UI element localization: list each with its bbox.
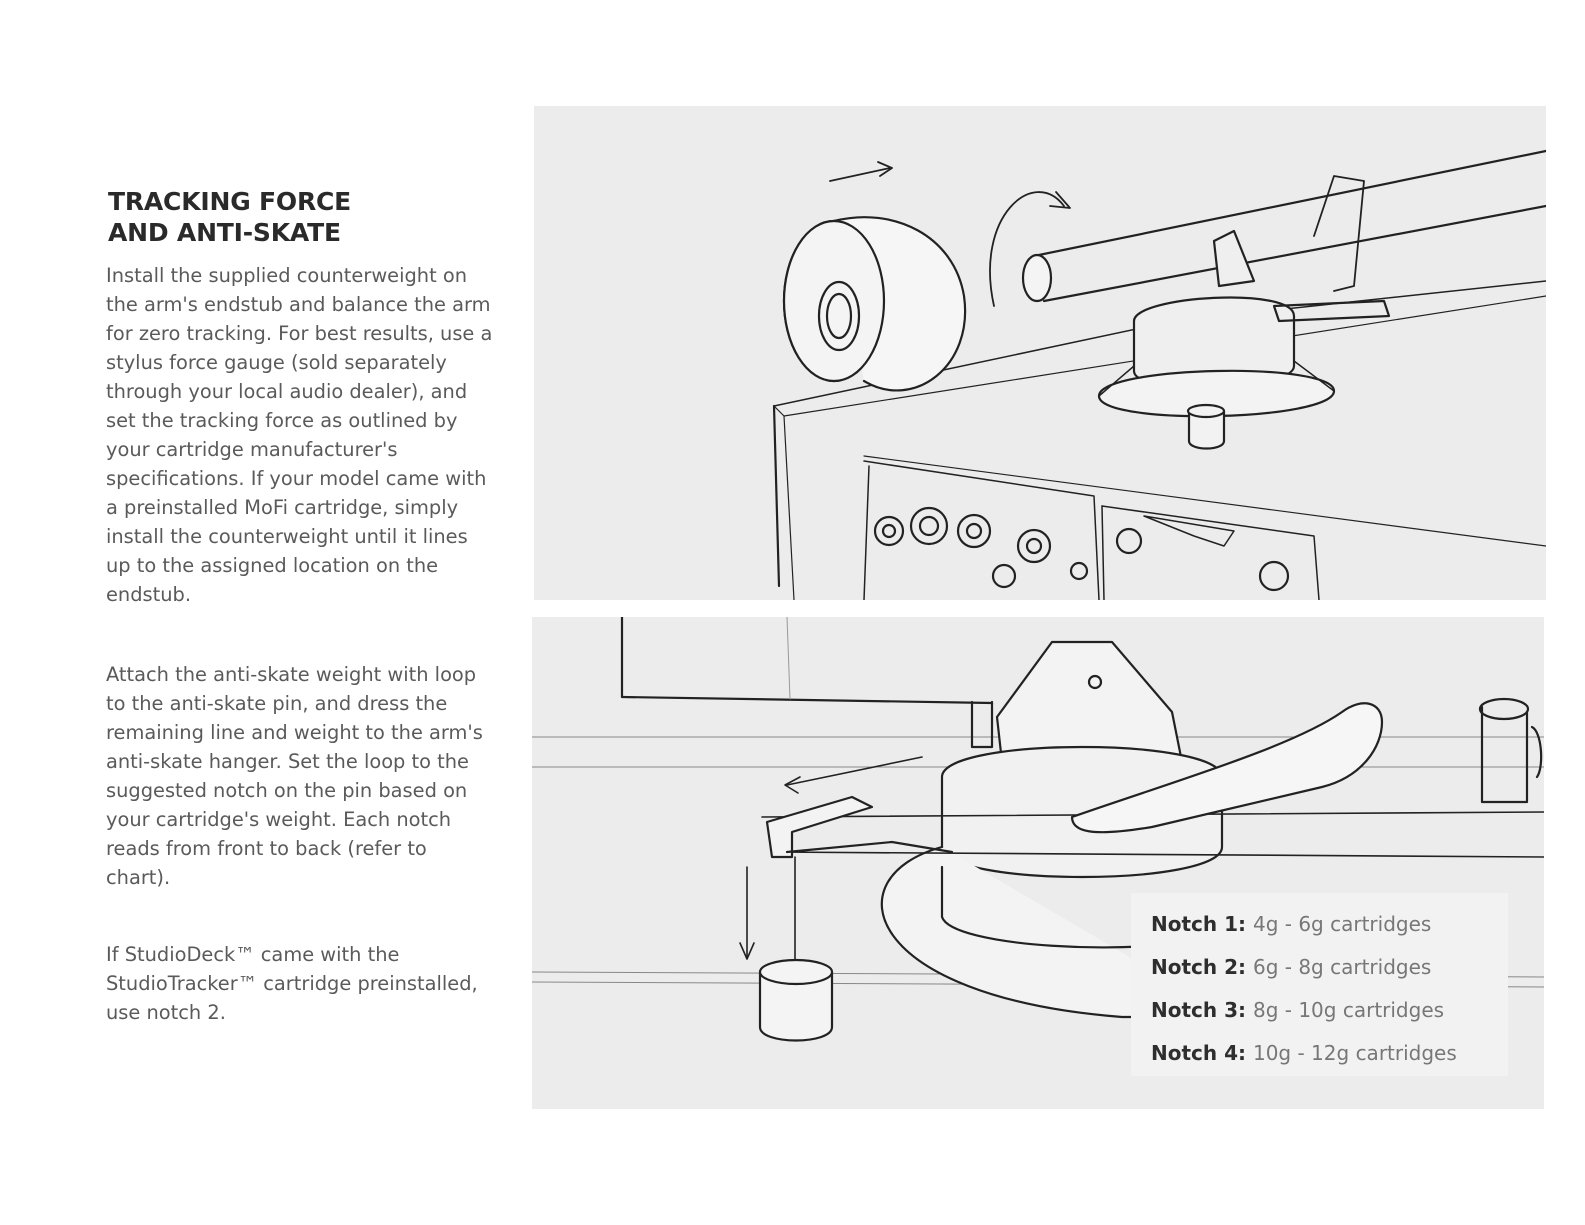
notch-row-2 bbox=[1151, 946, 1508, 989]
counterweight-drawing bbox=[534, 106, 1546, 600]
notch-value: 10g - 12g cartridges bbox=[1252, 1041, 1457, 1065]
notch-row-4 bbox=[1151, 1032, 1508, 1075]
notch-label: Notch 3: bbox=[1151, 998, 1253, 1022]
counterweight-paragraph: Install the supplied counterweight on the arm's endstub and balance the arm for zero tracking. For best results, use a stylus force gauge (sold separately through your local audio dealer), and set the tracking force as outlined by your cartridge manufacturer's specifications. If your model came with a preinstalled MoFi cartridge, simply install the counterweight until it lines up to the assigned location on the endstub. bbox=[106, 264, 493, 606]
anti-skate-paragraph: Attach the anti-skate weight with loop to the anti-skate pin, and dress the remaining line and weight to the arm's anti-skate hanger. Set the loop to the suggested notch on the pin based on your cartridge's weight. Each notch reads from front to back (refer to chart). bbox=[106, 663, 483, 889]
heading-line-2: AND ANTI-SKATE bbox=[108, 218, 341, 247]
heading-line-1: TRACKING FORCE bbox=[108, 187, 352, 216]
section-heading bbox=[108, 186, 468, 248]
notch-label: Notch 4: bbox=[1151, 1041, 1253, 1065]
notch-row-3 bbox=[1151, 989, 1508, 1032]
notch-row-1 bbox=[1151, 903, 1508, 946]
notch-chart bbox=[1131, 893, 1508, 1076]
notch-label: Notch 2: bbox=[1151, 955, 1253, 979]
studiotracker-paragraph: If StudioDeck™ came with the StudioTracker™ cartridge preinstalled, use notch 2. bbox=[106, 943, 478, 1024]
notch-label: Notch 1: bbox=[1151, 912, 1253, 936]
notch-value: 6g - 8g cartridges bbox=[1252, 955, 1432, 979]
counterweight-illustration bbox=[534, 106, 1546, 600]
notch-value: 8g - 10g cartridges bbox=[1252, 998, 1445, 1022]
notch-value: 4g - 6g cartridges bbox=[1252, 912, 1432, 936]
